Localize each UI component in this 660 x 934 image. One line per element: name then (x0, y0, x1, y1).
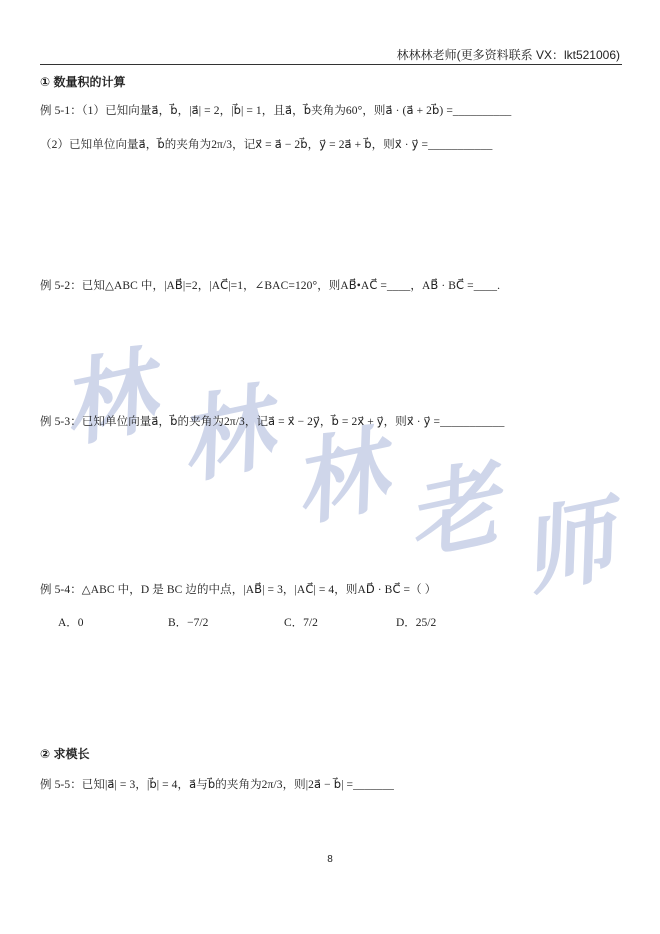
section-title-magnitude: ② 求模长 (40, 747, 90, 761)
problem-5-4: 例 5-4：△ABC 中，D 是 BC 边的中点，|AB⃗| = 3，|AC⃗| = 4，则AD⃗ · BC⃗ =（ ） (40, 584, 437, 596)
watermark-char-2: 林 (168, 372, 282, 498)
problem-5-3: 例 5-3：已知单位向量a⃗，b⃗的夹角为2π/3，记a⃗ = x⃗ − 2y⃗，b⃗ = 2x⃗ + y⃗，则x⃗ · y⃗ =___________ (40, 416, 505, 428)
page-header: 林林林老师(更多资料联系 VX：lkt521006) (396, 48, 620, 62)
watermark-char-4: 老 (396, 449, 509, 574)
problem-5-5: 例 5-5：已知|a⃗| = 3，|b⃗| = 4，a⃗与b⃗的夹角为2π/3，则|2a⃗ − b⃗| =_______ (40, 779, 395, 791)
problem-5-2: 例 5-2：已知△ABC 中，|AB⃗|=2，|AC⃗|=1，∠BAC=120°，则AB⃗•AC⃗ =____，AB⃗ · BC⃗ =____. (40, 280, 501, 292)
problem-5-1-part-2: （2）已知单位向量a⃗，b⃗的夹角为2π/3，记x⃗ = a⃗ − 2b⃗，y⃗ = 2a⃗ + b⃗，则x⃗ · y⃗ =___________ (40, 139, 493, 151)
watermark-char-5: 师 (511, 484, 624, 609)
watermark-char-3: 林 (283, 414, 396, 540)
page-number: 8 (327, 854, 333, 865)
option-c: C．7/2 (284, 617, 318, 629)
section-title-dot-product: ① 数量积的计算 (40, 75, 126, 89)
option-d: D．25/2 (396, 617, 437, 629)
watermark-char-1: 林 (51, 335, 165, 461)
header-divider (40, 64, 622, 65)
problem-5-1-part-1: 例 5-1：（1）已知向量a⃗，b⃗，|a⃗| = 2，|b⃗| = 1，且a⃗，b⃗夹角为60°，则a⃗ · (a⃗ + 2b⃗) =__________ (40, 105, 512, 117)
option-b: B．−7/2 (168, 617, 209, 629)
option-a: A．0 (58, 617, 84, 629)
